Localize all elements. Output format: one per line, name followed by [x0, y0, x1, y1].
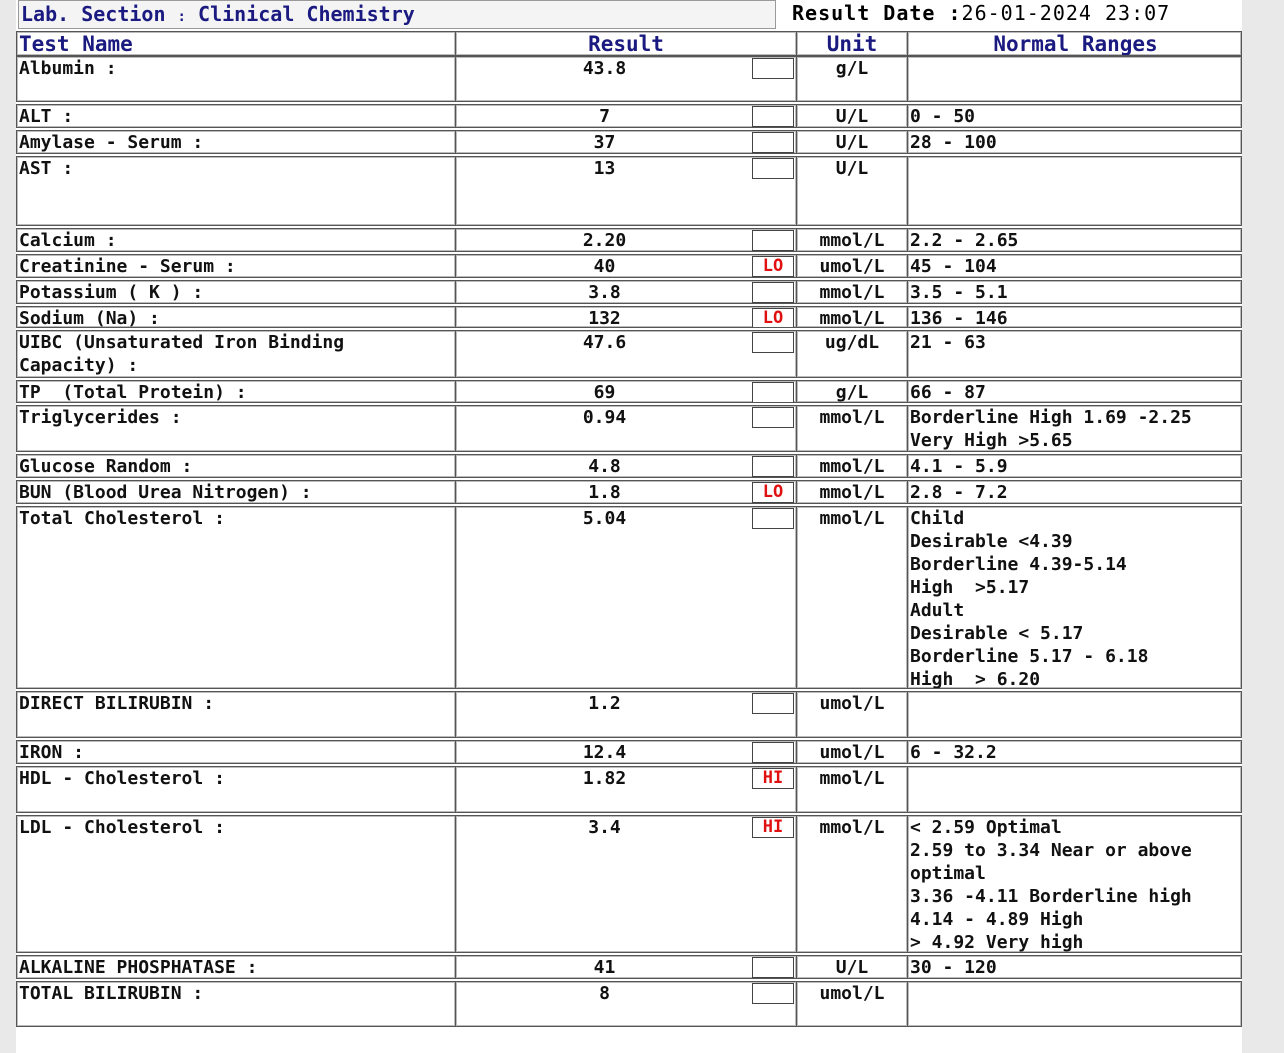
result-flag-box [752, 983, 794, 1004]
normal-range-cell: 21 - 63 [907, 330, 1242, 378]
table-row [16, 254, 1242, 278]
column-header-result: Result [455, 31, 797, 56]
result-cell [455, 955, 797, 979]
result-cell [455, 405, 797, 452]
result-flag-box: LO [752, 482, 794, 503]
unit-cell [796, 156, 908, 226]
unit-value: mmol/L [819, 768, 885, 789]
result-value: 4.8 [588, 456, 621, 477]
unit-cell [796, 955, 908, 979]
unit-cell [796, 480, 908, 504]
unit-value: ug/dL [824, 332, 880, 353]
normal-range-cell: 0 - 50 [907, 104, 1242, 128]
unit-value: U/L [835, 957, 869, 978]
unit-cell [796, 228, 908, 252]
table-row [16, 330, 1242, 378]
result-flag-box [752, 508, 794, 529]
table-row [16, 56, 1242, 102]
unit-value: mmol/L [819, 407, 885, 428]
result-flag-box [752, 407, 794, 428]
result-cell [455, 740, 797, 764]
result-value: 1.8 [588, 482, 621, 503]
unit-cell [796, 130, 908, 154]
result-flag-box [752, 106, 794, 127]
table-row [16, 130, 1242, 154]
normal-range-cell [907, 156, 1242, 226]
result-date-value: 26-01-2024 23:07 [961, 1, 1171, 25]
result-flag-box [752, 957, 794, 978]
result-cell [455, 454, 797, 478]
result-value: 69 [593, 382, 616, 403]
result-value: 37 [593, 132, 616, 153]
normal-range-cell: 66 - 87 [907, 380, 1242, 403]
unit-value: U/L [835, 158, 869, 179]
result-value: 0.94 [582, 407, 627, 428]
table-row [16, 280, 1242, 304]
unit-value: g/L [835, 382, 869, 403]
unit-cell [796, 506, 908, 689]
column-header-test-name: Test Name [16, 31, 456, 56]
result-flag-box: LO [752, 308, 794, 328]
result-cell [455, 104, 797, 128]
unit-cell [796, 981, 908, 1027]
unit-value: mmol/L [819, 230, 885, 251]
table-row [16, 454, 1242, 478]
result-cell [455, 56, 797, 102]
column-header-unit: Unit [796, 31, 908, 56]
table-row [16, 981, 1242, 1027]
result-cell [455, 254, 797, 278]
unit-cell [796, 815, 908, 953]
unit-value: umol/L [819, 983, 885, 1004]
result-cell [455, 766, 797, 813]
result-value: 41 [593, 957, 616, 978]
normal-range-cell: 2.2 - 2.65 [907, 228, 1242, 252]
table-row [16, 380, 1242, 403]
table-row [16, 691, 1242, 738]
result-flag-box: HI [752, 768, 794, 789]
table-row [16, 104, 1242, 128]
table-row [16, 815, 1242, 953]
normal-range-cell: Child Desirable <4.39 Borderline 4.39-5.14 High >5.17 Adult Desirable < 5.17 Borderline 5.17 - 6.18 High > 6.20 [907, 506, 1242, 689]
normal-range-cell: 6 - 32.2 [907, 740, 1242, 764]
unit-value: mmol/L [819, 456, 885, 477]
result-cell [455, 228, 797, 252]
table-row [16, 955, 1242, 979]
normal-range-cell [907, 766, 1242, 813]
normal-range-cell: 30 - 120 [907, 955, 1242, 979]
report-page [16, 0, 1242, 1053]
result-date [792, 0, 1170, 27]
normal-range-cell: 2.8 - 7.2 [907, 480, 1242, 504]
unit-cell [796, 104, 908, 128]
result-cell [455, 280, 797, 304]
unit-cell [796, 691, 908, 738]
unit-value: mmol/L [819, 817, 885, 838]
normal-range-cell [907, 56, 1242, 102]
column-header-row [16, 31, 1242, 56]
result-flag-box [752, 456, 794, 477]
result-cell [455, 330, 797, 378]
lab-section-value: Clinical Chemistry [198, 2, 415, 26]
normal-range-cell: < 2.59 Optimal 2.59 to 3.34 Near or above optimal 3.36 -4.11 Borderline high 4.14 - 4.89 High > 4.92 Very high [907, 815, 1242, 953]
unit-cell [796, 330, 908, 378]
test-name-cell: AST : [16, 156, 456, 226]
test-name-cell: DIRECT BILIRUBIN : [16, 691, 456, 738]
unit-cell [796, 306, 908, 328]
normal-range-cell: 4.1 - 5.9 [907, 454, 1242, 478]
unit-cell [796, 280, 908, 304]
result-value: 43.8 [582, 58, 627, 79]
test-name-cell: Amylase - Serum : [16, 130, 456, 154]
unit-value: U/L [835, 132, 869, 153]
result-value: 8 [599, 983, 610, 1004]
unit-value: g/L [835, 58, 869, 79]
unit-value: mmol/L [819, 482, 885, 503]
table-row [16, 766, 1242, 813]
test-name-cell: Calcium : [16, 228, 456, 252]
normal-range-cell: Borderline High 1.69 -2.25 Very High >5.65 [907, 405, 1242, 452]
test-name-cell: LDL - Cholesterol : [16, 815, 456, 953]
test-name-cell: HDL - Cholesterol : [16, 766, 456, 813]
test-name-cell: Triglycerides : [16, 405, 456, 452]
unit-cell [796, 766, 908, 813]
result-cell [455, 480, 797, 504]
table-row [16, 228, 1242, 252]
unit-value: umol/L [819, 693, 885, 714]
table-row [16, 506, 1242, 689]
result-value: 40 [593, 256, 616, 277]
test-name-cell: BUN (Blood Urea Nitrogen) : [16, 480, 456, 504]
table-row [16, 480, 1242, 504]
unit-value: mmol/L [819, 508, 885, 529]
unit-cell [796, 740, 908, 764]
column-header-normal-ranges: Normal Ranges [907, 31, 1242, 56]
unit-value: mmol/L [819, 282, 885, 303]
result-flag-box [752, 742, 794, 763]
test-name-cell: Total Cholesterol : [16, 506, 456, 689]
result-cell [455, 981, 797, 1027]
result-value: 5.04 [582, 508, 627, 529]
unit-cell [796, 254, 908, 278]
result-value: 7 [599, 106, 610, 127]
unit-value: umol/L [819, 742, 885, 763]
lab-section-separator: : [177, 9, 186, 25]
test-name-cell: Glucose Random : [16, 454, 456, 478]
unit-cell [796, 405, 908, 452]
table-row [16, 740, 1242, 764]
result-cell [455, 506, 797, 689]
unit-value: U/L [835, 106, 869, 127]
result-value: 1.82 [582, 768, 627, 789]
result-cell [455, 380, 797, 403]
result-value: 3.8 [588, 282, 621, 303]
result-flag-box [752, 158, 794, 179]
result-date-label: Result Date : [792, 1, 962, 25]
normal-range-cell: 45 - 104 [907, 254, 1242, 278]
table-row [16, 156, 1242, 226]
test-name-cell: Potassium ( K ) : [16, 280, 456, 304]
test-name-cell: ALT : [16, 104, 456, 128]
normal-range-cell: 136 - 146 [907, 306, 1242, 328]
result-flag-box [752, 230, 794, 251]
test-name-cell: TP (Total Protein) : [16, 380, 456, 403]
result-cell [455, 130, 797, 154]
result-value: 1.2 [588, 693, 621, 714]
unit-cell [796, 380, 908, 403]
test-name-cell: IRON : [16, 740, 456, 764]
test-name-cell: Sodium (Na) : [16, 306, 456, 328]
result-value: 3.4 [588, 817, 621, 838]
result-value: 2.20 [582, 230, 627, 251]
test-name-cell: TOTAL BILIRUBIN : [16, 981, 456, 1027]
result-value: 132 [588, 308, 621, 328]
result-flag-box [752, 58, 794, 79]
result-cell [455, 156, 797, 226]
unit-value: mmol/L [819, 308, 885, 328]
result-flag-box [752, 382, 794, 403]
normal-range-cell: 3.5 - 5.1 [907, 280, 1242, 304]
normal-range-cell [907, 691, 1242, 738]
result-flag-box: HI [752, 817, 794, 838]
test-name-cell: Albumin : [16, 56, 456, 102]
result-value: 12.4 [582, 742, 627, 763]
unit-value: umol/L [819, 256, 885, 277]
unit-cell [796, 56, 908, 102]
test-name-cell: ALKALINE PHOSPHATASE : [16, 955, 456, 979]
result-value: 47.6 [582, 332, 627, 353]
result-flag-box [752, 132, 794, 153]
normal-range-cell [907, 981, 1242, 1027]
result-flag-box [752, 332, 794, 353]
result-value: 13 [593, 158, 616, 179]
table-row [16, 405, 1242, 452]
result-cell [455, 815, 797, 953]
result-flag-box [752, 693, 794, 714]
lab-section-header [18, 0, 776, 29]
unit-cell [796, 454, 908, 478]
result-flag-box: LO [752, 256, 794, 277]
test-name-cell: Creatinine - Serum : [16, 254, 456, 278]
lab-section-label: Lab. Section [21, 2, 166, 26]
result-flag-box [752, 282, 794, 303]
result-cell [455, 306, 797, 328]
test-name-cell: UIBC (Unsaturated Iron Binding Capacity) : [16, 330, 456, 378]
result-cell [455, 691, 797, 738]
normal-range-cell: 28 - 100 [907, 130, 1242, 154]
table-row [16, 306, 1242, 328]
